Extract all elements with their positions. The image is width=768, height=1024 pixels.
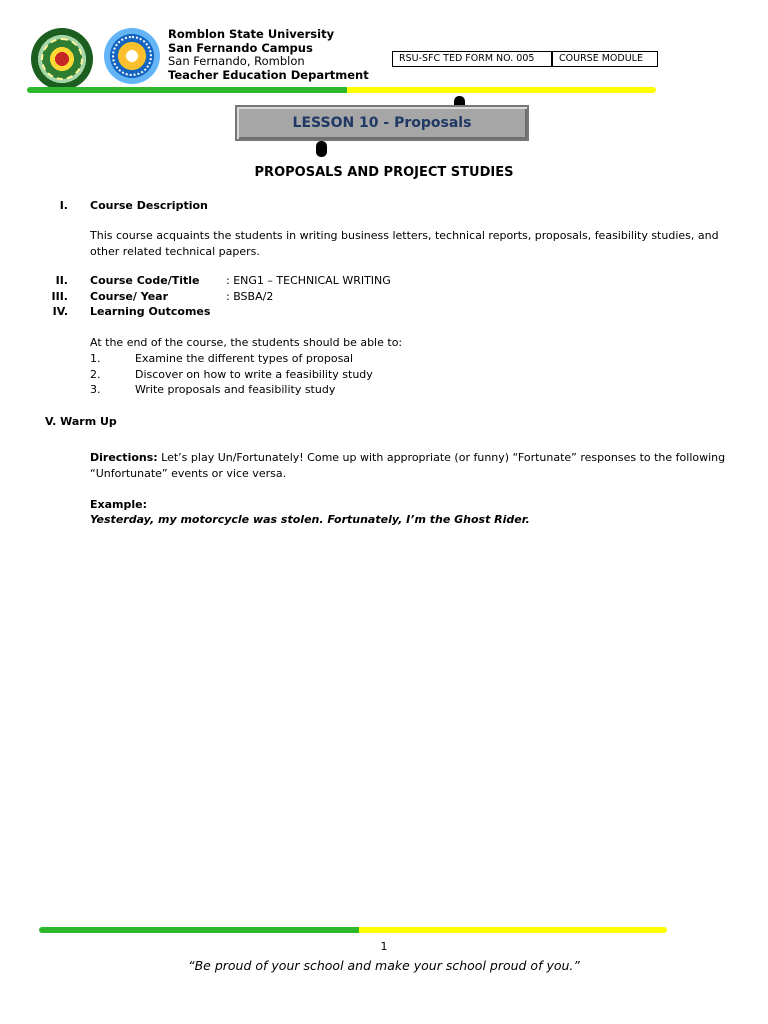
form-type-box: COURSE MODULE — [552, 51, 658, 67]
footer-divider-bar — [39, 927, 667, 933]
outcome-number: 1. — [90, 352, 101, 365]
university-name: Romblon State University — [168, 27, 335, 41]
section-3-number: III. — [51, 290, 68, 303]
section-2-number: II. — [55, 274, 68, 287]
directions-paragraph — [90, 450, 730, 482]
section-4-number: IV. — [52, 305, 68, 318]
outcome-item: Examine the different types of proposal — [135, 352, 354, 365]
outcome-item: Discover on how to write a feasibility study — [135, 368, 373, 381]
example-label: Example: — [90, 498, 147, 511]
lesson-title: PROPOSALS AND PROJECT STUDIES — [254, 165, 514, 180]
outcome-number: 3. — [90, 383, 101, 396]
form-number-box: RSU-SFC TED FORM NO. 005 — [392, 51, 552, 67]
page-number: 1 — [380, 940, 388, 953]
course-code-label: Course Code/Title — [90, 274, 200, 287]
course-description-text: This course acquaints the students in writing business letters, technical reports, proposals, feasibility studies, and other related technical papers. — [90, 229, 719, 258]
section-4-heading: Learning Outcomes — [90, 305, 211, 318]
footer-quote: “Be proud of your school and make your school proud of you.” — [188, 958, 580, 973]
section-1-heading: Course Description — [90, 199, 208, 212]
department-name: Teacher Education Department — [168, 67, 369, 82]
university-block — [168, 28, 369, 82]
directions-text: Let’s play Un/Fortunately! Come up with appropriate (or funny) “Fortunate” responses to the following “Unfortunate” events or vice versa. — [90, 451, 726, 480]
department-seal-logo — [104, 28, 160, 84]
example-text: Yesterday, my motorcycle was stolen. Fortunately, I’m the Ghost Rider. — [90, 513, 530, 526]
course-year-value: : BSBA/2 — [226, 290, 274, 303]
banner-pin-bottom — [316, 141, 327, 157]
header-divider-bar — [27, 87, 656, 93]
outcome-number: 2. — [90, 368, 101, 381]
outcomes-intro: At the end of the course, the students should be able to: — [90, 336, 403, 349]
outcome-item: Write proposals and feasibility study — [135, 383, 336, 396]
university-seal-logo — [31, 28, 93, 90]
campus-location: San Fernando, Romblon — [168, 54, 305, 68]
section-1-number: I. — [59, 199, 68, 212]
lesson-banner: LESSON 10 - Proposals — [235, 105, 529, 141]
course-code-value: : ENG1 – TECHNICAL WRITING — [226, 274, 391, 287]
course-year-label: Course/ Year — [90, 290, 169, 303]
directions-label: Directions: — [90, 451, 158, 464]
section-5-heading: V. Warm Up — [45, 415, 117, 428]
campus-name: San Fernando Campus — [168, 40, 313, 55]
